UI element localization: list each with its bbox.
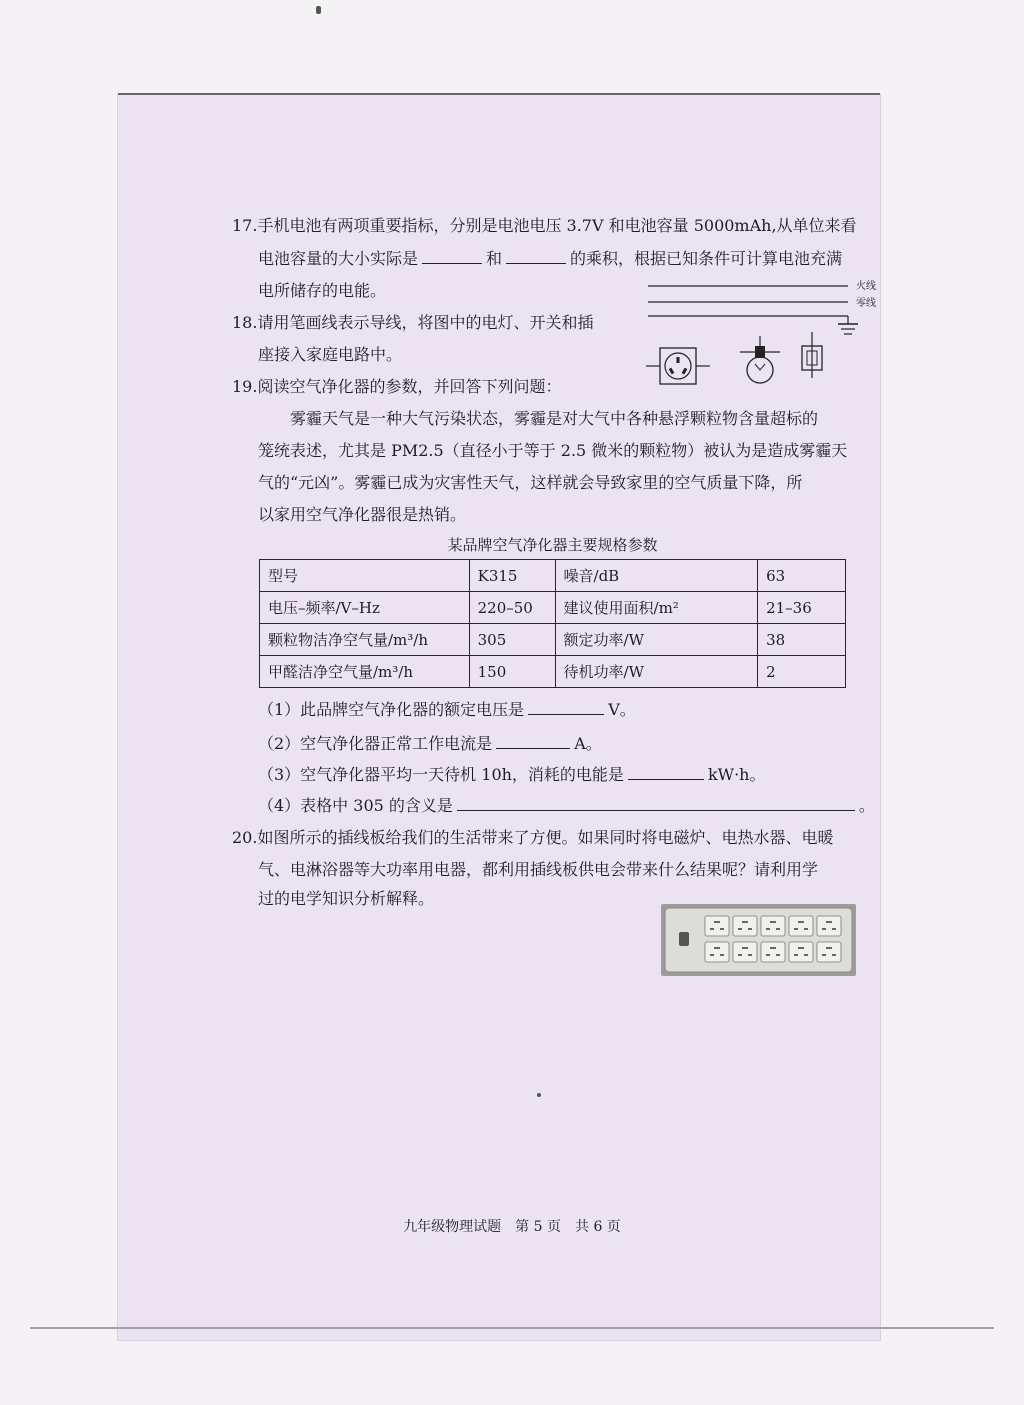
q18-line2: 座接入家庭电路中。	[258, 345, 403, 364]
power-strip-image	[661, 904, 856, 976]
q19-sub1-unit: V。	[608, 700, 636, 719]
table-cell: 21–36	[758, 592, 846, 624]
q18-line1: 18.请用笔画线表示导线，将图中的电灯、开关和插	[232, 313, 594, 332]
table-cell: 150	[469, 656, 555, 688]
table-row	[260, 560, 846, 592]
sheet-bottom-edge	[30, 1327, 994, 1329]
q17-text-c: 的乘积，根据已知条件可计算电池充满	[570, 249, 843, 268]
q19-sub3	[258, 762, 765, 785]
socket-icon	[646, 348, 710, 384]
q19-sub2-blank[interactable]	[496, 747, 570, 749]
q17-blank-1[interactable]	[422, 262, 482, 264]
q19-sub2	[258, 731, 602, 754]
q19-sub1-text: （1）此品牌空气净化器的额定电压是	[258, 700, 525, 719]
table-row	[260, 656, 846, 688]
q17-blank-2[interactable]	[506, 262, 566, 264]
table-cell: 噪音/dB	[555, 560, 758, 592]
q19-para-line2: 笼统表述，尤其是 PM2.5（直径小于等于 2.5 微米的颗粒物）被认为是造成雾霾天	[258, 441, 848, 460]
q19-para-line1: 雾霾天气是一种大气污染状态，雾霾是对大气中各种悬浮颗粒物含量超标的	[290, 409, 819, 428]
q19-sub3-unit: kW·h。	[707, 765, 766, 784]
scan-dot	[316, 6, 321, 14]
table-cell: 建议使用面积/m²	[555, 592, 758, 624]
q17-line1: 17.手机电池有两项重要指标，分别是电池电压 3.7V 和电池容量 5000mAh,从单位来看	[232, 216, 857, 235]
q20-line3: 过的电学知识分析解释。	[258, 889, 435, 908]
sheet-top-edge	[118, 93, 880, 95]
table-cell: 38	[758, 624, 846, 656]
q20-line2: 气、电淋浴器等大功率用电器，都利用插线板供电会带来什么结果呢？请利用学	[258, 860, 819, 879]
q19-sub4-blank[interactable]	[457, 809, 855, 811]
table-cell: 颗粒物洁净空气量/m³/h	[260, 624, 470, 656]
q19-sub4	[258, 793, 875, 816]
q19-sub4-text: （4）表格中 305 的含义是	[258, 796, 453, 815]
q19-sub3-text: （3）空气净化器平均一天待机 10h，消耗的电能是	[258, 765, 624, 784]
table-cell: 2	[758, 656, 846, 688]
live-wire-label: 火线	[856, 281, 876, 292]
q19-sub1-blank[interactable]	[528, 713, 604, 715]
q19-sub2-text: （2）空气净化器正常工作电流是	[258, 734, 493, 753]
q19-sub1	[258, 697, 636, 720]
table-cell: 63	[758, 560, 846, 592]
switch-icon	[802, 332, 822, 378]
table-cell: 额定功率/W	[555, 624, 758, 656]
table-cell: 电压–频率/V–Hz	[260, 592, 470, 624]
q19-sub4-end: 。	[858, 796, 875, 815]
lamp-icon	[740, 336, 780, 383]
power-strip-icon	[661, 904, 856, 976]
page-footer: 九年级物理试题 第 5 页 共 6 页	[403, 1219, 621, 1235]
table-row	[260, 624, 846, 656]
table-cell: 待机功率/W	[555, 656, 758, 688]
q19-para-line3: 气的“元凶”。雾霾已成为灾害性天气，这样就会导致家里的空气质量下降，所	[258, 473, 803, 492]
q17-line2	[258, 246, 842, 269]
table-row	[260, 592, 846, 624]
q19-sub2-unit: A。	[574, 734, 602, 753]
q19-intro: 19.阅读空气净化器的参数，并回答下列问题：	[232, 377, 562, 396]
q19-para-line4: 以家用空气净化器很是热销。	[258, 505, 467, 524]
spec-table-caption: 某品牌空气净化器主要规格参数	[447, 536, 658, 554]
q17-text-a: 电池容量的大小实际是	[258, 249, 419, 268]
table-cell: 305	[469, 624, 555, 656]
q19-sub3-blank[interactable]	[628, 778, 704, 780]
household-circuit-diagram	[640, 278, 885, 388]
table-cell: 型号	[260, 560, 470, 592]
neutral-wire-label: 零线	[856, 298, 876, 309]
scan-dot	[537, 1093, 541, 1097]
table-cell: K315	[469, 560, 555, 592]
q20-line1: 20.如图所示的插线板给我们的生活带来了方便。如果同时将电磁炉、电热水器、电暖	[232, 828, 834, 847]
spec-table	[259, 559, 846, 688]
q17-line3: 电所储存的电能。	[258, 281, 387, 300]
table-cell: 220–50	[469, 592, 555, 624]
table-cell: 甲醛洁净空气量/m³/h	[260, 656, 470, 688]
q17-text-b: 和	[486, 249, 503, 268]
